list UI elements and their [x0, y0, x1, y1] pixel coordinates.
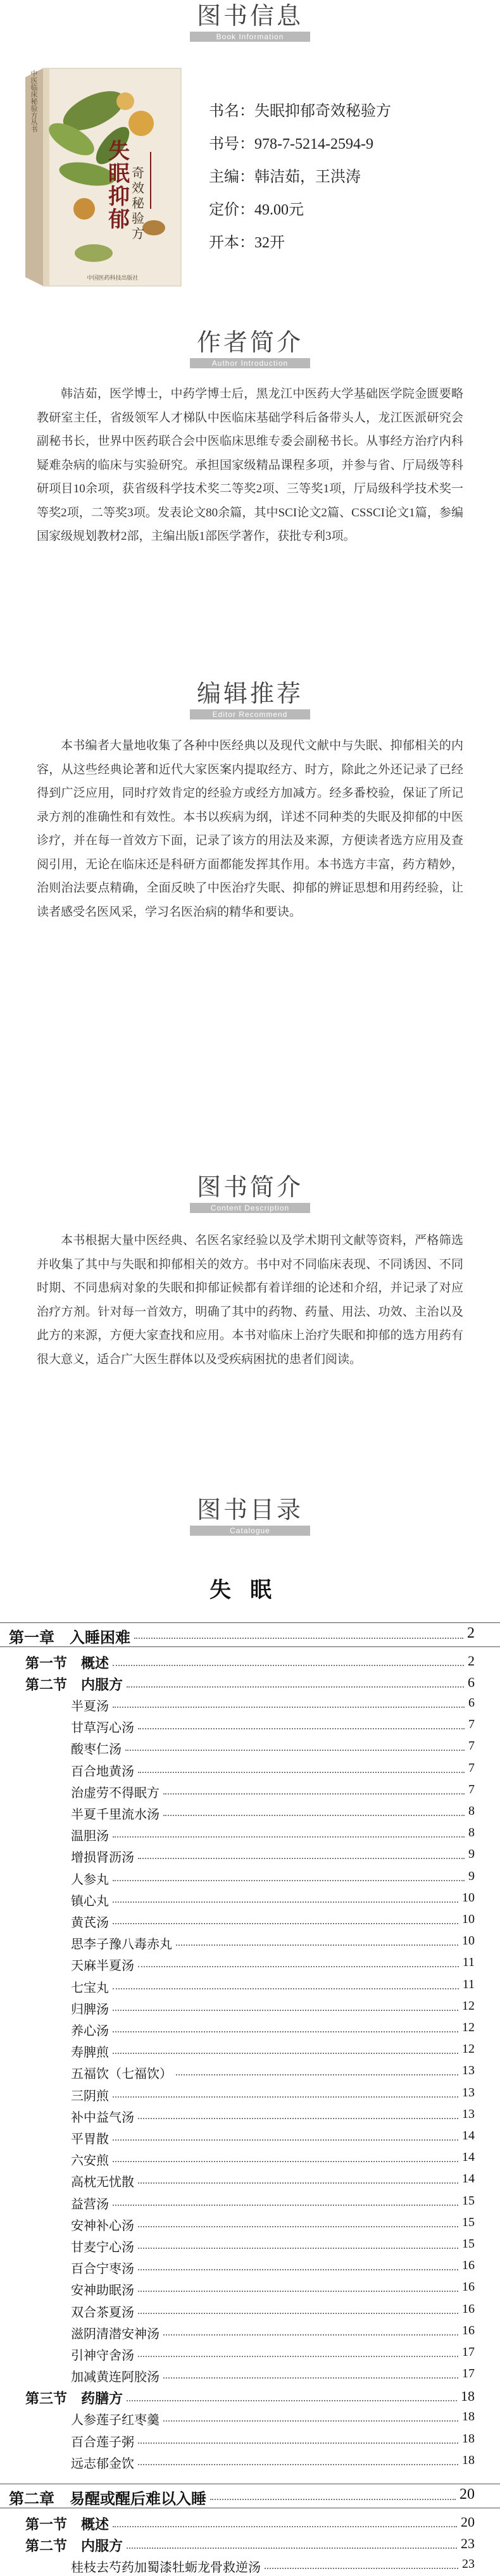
toc-page-number: 12 — [462, 1998, 475, 2013]
toc-label: 高枕无忧散 — [71, 2175, 134, 2190]
toc-label: 七宝丸 — [71, 1981, 109, 1995]
toc-entry — [0, 1761, 500, 1780]
toc-label: 第三节 药膳方 — [25, 2391, 123, 2407]
toc-label: 桂枝去芍药加蜀漆牡蛎龙骨救逆汤 — [71, 2561, 261, 2575]
toc-leader-dots — [134, 1638, 463, 1639]
toc-page-number: 15 — [462, 2237, 475, 2251]
toc-leader-dots — [138, 2269, 458, 2270]
toc-label: 治虚劳不得眠方 — [71, 1786, 159, 1800]
toc-leader-dots — [138, 1728, 465, 1729]
section-subtitle-bar: Editor Recommend — [190, 709, 310, 719]
section-subtitle-bar: Catalogue — [190, 1526, 310, 1536]
catalogue-heading — [0, 1496, 500, 1536]
toc-page-number: 7 — [468, 1739, 475, 1753]
toc-page-number: 13 — [462, 2106, 475, 2121]
book-info-list — [209, 95, 391, 259]
editor-value: 韩洁茹，王洪涛 — [254, 169, 361, 185]
toc-entry — [0, 1739, 500, 1758]
toc-page-number: 11 — [462, 1977, 475, 1991]
toc-entry — [0, 2367, 500, 2386]
toc-leader-dots — [113, 1665, 464, 1666]
toc-label: 安神助眠汤 — [71, 2284, 134, 2298]
toc-entry — [0, 1804, 500, 1823]
cover-title-char: 失 — [108, 140, 130, 163]
section-subtitle-bar: Content Description — [190, 1203, 310, 1213]
toc-entry — [0, 2020, 500, 2039]
chapter-rule — [0, 1646, 500, 1647]
toc-leader-dots — [176, 1944, 458, 1946]
toc-page-number: 13 — [462, 2085, 475, 2100]
toc-entry — [0, 2172, 500, 2191]
toc-page-number: 7 — [468, 1760, 475, 1775]
price-row: 定价：49.00元 — [209, 202, 304, 218]
toc-leader-dots — [113, 1707, 465, 1708]
toc-page-number: 20 — [459, 2486, 475, 2503]
toc-entry — [0, 2410, 500, 2429]
toc-label: 思李子豫八毒赤丸 — [71, 1938, 172, 1952]
toc-leader-dots — [127, 2548, 457, 2549]
toc-label: 百合莲子粥 — [71, 2435, 134, 2449]
toc-leader-dots — [138, 1858, 465, 1859]
toc-label: 归脾汤 — [71, 2002, 109, 2017]
toc-section — [0, 2388, 500, 2407]
toc-entry — [0, 2258, 500, 2277]
toc-leader-dots — [113, 2205, 458, 2206]
isbn-row: 书号：978-7-5214-2594-9 — [209, 136, 373, 152]
toc-page-number: 14 — [462, 2129, 475, 2143]
toc-label: 温胆汤 — [71, 1829, 109, 1844]
toc-entry — [0, 2280, 500, 2299]
toc-leader-dots — [138, 1966, 459, 1967]
svg-text:中医临床秘验方丛书: 中医临床秘验方丛书 — [30, 70, 37, 133]
toc-entry — [0, 2237, 500, 2256]
cover-title-char: 抑 — [108, 185, 130, 209]
cover-title-char: 眠 — [108, 163, 130, 186]
toc-entry — [0, 1912, 500, 1931]
format-row: 开本：32开 — [209, 235, 285, 251]
toc-leader-dots — [163, 1793, 465, 1795]
toc-page-number: 18 — [461, 2388, 475, 2405]
toc-page-number: 23 — [461, 2536, 475, 2551]
toc-leader-dots — [127, 1686, 464, 1688]
editor-row: 主编：韩洁茹，王洪涛 — [209, 169, 361, 185]
toc-leader-dots — [113, 2010, 458, 2011]
toc-leader-dots — [138, 2442, 458, 2444]
toc-page-number: 17 — [462, 2345, 475, 2359]
catalogue-part-title: 失眠 — [209, 1579, 291, 1602]
toc-label: 三阴煎 — [71, 2089, 109, 2103]
toc-label: 人参丸 — [71, 1872, 109, 1887]
toc-label: 第一节 概述 — [25, 1655, 109, 1671]
toc-leader-dots — [138, 2182, 458, 2184]
toc-page-number: 16 — [462, 2280, 475, 2294]
toc-page-number: 14 — [462, 2150, 475, 2165]
toc-page-number: 20 — [461, 2514, 475, 2530]
price-value: 49.00元 — [254, 202, 304, 218]
toc-page-number: 7 — [468, 1717, 475, 1732]
section-title: 图书信息 — [196, 3, 303, 30]
toc-leader-dots — [113, 2526, 457, 2527]
toc-page-number: 2 — [467, 1625, 475, 1641]
toc-label: 第二节 内服方 — [25, 2538, 123, 2554]
isbn-value: 978-7-5214-2594-9 — [254, 136, 373, 152]
toc-page-number: 2 — [468, 1653, 475, 1669]
toc-entry — [0, 2042, 500, 2061]
toc-page-number: 18 — [462, 2410, 475, 2424]
toc-page-number: 16 — [462, 2301, 475, 2316]
editor-recommendation — [37, 734, 463, 924]
editor-recommendation-text: 本书编者大量地收集了各种中医经典以及现代文献中与失眠、抑郁相关的内容，从这些经典论著和近代大家医案内提取经方、时方，除此之外还记录了已经得到广泛应用，同时疗效肯定的经验方或经方加减方。经多番校验，保证了所记录方剂的准确性和有效性。本书以疾病为纲，详述不同种类的失眠及抑郁的中医诊疗，并在每一首效方下面，记录了该方的用法及来源，方便读者选方应用及查阅引用，无论在临床还是科研方面都能发挥其作用。本书选方丰富，药方精妙，治则治法要点精确，全面反映了中医治疗失眠、抑郁的辨证思想和用药经验，让读者感受名医风采，学习名医治病的精华和要诀。 — [37, 739, 463, 919]
toc-label: 第二章 易醒或醒后难以入睡 — [9, 2491, 206, 2508]
book-title-row: 书名：失眠抑郁奇效秘验方 — [209, 103, 391, 120]
toc-entry — [0, 1977, 500, 1996]
toc-leader-dots — [113, 1988, 459, 1989]
chapter-rule — [0, 1622, 500, 1623]
toc-leader-dots — [138, 2291, 458, 2292]
toc-label: 人参莲子红枣羹 — [71, 2413, 159, 2428]
toc-entry — [0, 2432, 500, 2451]
toc-page-number: 10 — [462, 1934, 475, 1948]
toc-page-number: 14 — [462, 2172, 475, 2186]
toc-entry — [0, 1696, 500, 1715]
toc-leader-dots — [265, 2568, 458, 2569]
toc-leader-dots — [113, 2161, 458, 2162]
description-heading — [0, 1174, 500, 1213]
toc-page-number: 18 — [462, 2453, 475, 2467]
toc-leader-dots — [138, 2313, 458, 2314]
toc-label: 天麻半夏汤 — [71, 1959, 134, 1974]
toc-entry — [0, 2129, 500, 2148]
toc-entry — [0, 2345, 500, 2364]
toc-leader-dots — [113, 2139, 458, 2141]
toc-entry — [0, 2086, 500, 2105]
toc-page-number: 9 — [468, 1847, 475, 1862]
book-cover-image — [24, 63, 182, 291]
author-heading — [0, 329, 500, 368]
toc-leader-dots — [138, 2464, 458, 2465]
toc-leader-dots — [138, 2248, 458, 2249]
toc-label: 半夏汤 — [71, 1700, 109, 1714]
cover-subtitle-char: 秘 — [132, 197, 144, 211]
toc-label: 养心汤 — [71, 2024, 109, 2038]
toc-leader-dots — [163, 2420, 458, 2422]
toc-label: 百合宁枣汤 — [71, 2262, 134, 2277]
toc-page-number: 7 — [468, 1782, 475, 1796]
toc-entry — [0, 1999, 500, 2018]
toc-label: 第一节 概述 — [25, 2517, 109, 2532]
toc-chapter — [0, 1625, 500, 1644]
toc-label: 滋阴清潜安神汤 — [71, 2327, 159, 2341]
toc-entry — [0, 1934, 500, 1953]
toc-page-number: 16 — [462, 2258, 475, 2273]
toc-label: 引神守舍汤 — [71, 2349, 134, 2363]
toc-leader-dots — [125, 1750, 465, 1751]
toc-page-number: 15 — [462, 2193, 475, 2208]
toc-label: 寿脾煎 — [71, 2046, 109, 2060]
toc-leader-dots — [113, 1923, 458, 1924]
toc-leader-dots — [138, 2118, 458, 2119]
toc-page-number: 6 — [468, 1674, 475, 1690]
toc-section — [0, 2536, 500, 2554]
toc-label: 酸枣仁汤 — [71, 1743, 122, 1757]
toc-leader-dots — [113, 2053, 458, 2054]
toc-leader-dots — [113, 1880, 465, 1881]
toc-leader-dots — [113, 2096, 458, 2098]
toc-entry — [0, 2453, 500, 2472]
toc-label: 第二节 内服方 — [25, 1677, 123, 1693]
toc-leader-dots — [113, 1901, 458, 1903]
toc-entry — [0, 1847, 500, 1866]
toc-label: 远志郁金饮 — [71, 2456, 134, 2471]
section-title: 编辑推荐 — [196, 681, 303, 707]
cover-title-char: 郁 — [108, 208, 130, 232]
toc-entry — [0, 2194, 500, 2213]
toc-leader-dots — [163, 1815, 465, 1816]
author-intro-text: 韩洁茹，医学博士，中药学博士后，黑龙江中医药大学基础医学院金匮要略教研室主任，省级领军人才梯队中医临床基础学科后备带头人，龙江医派研究会副秘书长，世界中医药联合会中医临床思维专委会副秘书长。从事经方治疗内科疑难杂病的临床与实验研究。承担国家级精品课程多项，并参与省、厅局级等科研项目10余项，获省级科学技术奖二等奖2项、三等奖1项，厅局级科学技术奖一等奖2项，二等奖3项。发表论文80余篇，其中SCI论文2篇、CSSCI论文1篇，参编国家级规划教材2部，主编出版1部医学著作，获批专利3项。 — [37, 387, 463, 543]
section-subtitle-bar: Author Introduction — [190, 358, 310, 368]
toc-leader-dots — [176, 2074, 458, 2075]
toc-entry — [0, 2324, 500, 2343]
toc-page-number: 23 — [462, 2557, 475, 2571]
toc-page-number: 12 — [462, 2020, 475, 2034]
toc-entry — [0, 2063, 500, 2082]
toc-leader-dots — [113, 2031, 458, 2032]
toc-page-number: 11 — [462, 1955, 475, 1970]
toc-page-number: 8 — [468, 1804, 475, 1818]
toc-label: 百合地黄汤 — [71, 1764, 134, 1779]
toc-leader-dots — [127, 2400, 457, 2401]
toc-label: 半夏千里流水汤 — [71, 1808, 159, 1822]
cover-subtitle-char: 验 — [132, 212, 144, 226]
toc-leader-dots — [210, 2499, 456, 2500]
toc-entry — [0, 2150, 500, 2169]
toc-page-number: 12 — [462, 2042, 475, 2056]
book-info-heading — [0, 3, 500, 42]
toc-leader-dots — [138, 2226, 458, 2227]
toc-label: 五福饮（七福饮） — [71, 2067, 172, 2082]
toc-label: 益营汤 — [71, 2197, 109, 2212]
recommend-heading — [0, 680, 500, 719]
section-subtitle-bar: Book Information — [190, 32, 310, 42]
toc-label: 补中益气汤 — [71, 2110, 134, 2125]
toc-section — [0, 1653, 500, 1672]
toc-label: 双合茶夏汤 — [71, 2305, 134, 2320]
toc-entry — [0, 2107, 500, 2126]
toc-page-number: 15 — [462, 2215, 475, 2229]
toc-leader-dots — [163, 2377, 458, 2379]
toc-entry — [0, 1955, 500, 1974]
section-title: 图书目录 — [196, 1497, 303, 1524]
toc-label: 六安煎 — [71, 2154, 109, 2168]
format-value: 32开 — [254, 235, 285, 251]
toc-page-number: 16 — [462, 2323, 475, 2337]
toc-label: 增损肾沥汤 — [71, 1851, 134, 1865]
toc-label: 第一章 入睡困难 — [9, 1630, 130, 1646]
cover-subtitle-char: 效 — [132, 182, 144, 196]
toc-label: 黄芪汤 — [71, 1916, 109, 1930]
toc-entry — [0, 1891, 500, 1910]
toc-entry — [0, 2302, 500, 2321]
toc-entry — [0, 1783, 500, 1801]
book-description — [37, 1229, 463, 1371]
toc-page-number: 10 — [462, 1912, 475, 1926]
author-intro — [37, 382, 463, 549]
toc-section — [0, 1674, 500, 1693]
toc-leader-dots — [113, 1836, 465, 1838]
toc-entry — [0, 2215, 500, 2234]
section-title: 作者简介 — [196, 330, 303, 356]
toc-page-number: 9 — [468, 1869, 475, 1883]
toc-page-number: 8 — [468, 1826, 475, 1840]
toc-entry — [0, 1869, 500, 1888]
toc-label: 加减黄连阿胶汤 — [71, 2370, 159, 2385]
toc-leader-dots — [163, 2334, 458, 2336]
toc-label: 安神补心汤 — [71, 2218, 134, 2233]
toc-page-number: 6 — [468, 1696, 475, 1710]
toc-label: 甘麦宁心汤 — [71, 2241, 134, 2255]
toc-leader-dots — [138, 1772, 465, 1773]
section-title: 图书简介 — [196, 1174, 303, 1201]
toc-page-number: 13 — [462, 2063, 475, 2078]
toc-page-number: 17 — [462, 2367, 475, 2381]
toc-label: 镇心丸 — [71, 1894, 109, 1908]
toc-label: 平胃散 — [71, 2132, 109, 2146]
book-title-value: 失眠抑郁奇效秘验方 — [254, 103, 391, 120]
toc-section — [0, 2514, 500, 2533]
toc-entry — [0, 2557, 500, 2576]
toc-leader-dots — [138, 2356, 458, 2357]
toc-chapter — [0, 2486, 500, 2508]
toc-page-number: 18 — [462, 2431, 475, 2446]
toc-entry — [0, 1717, 500, 1736]
toc-entry — [0, 1826, 500, 1845]
svg-text:中国医药科技出版社: 中国医药科技出版社 — [87, 275, 139, 281]
toc-label: 甘草泻心汤 — [71, 1721, 134, 1736]
cover-subtitle-char: 方 — [132, 227, 144, 241]
cover-subtitle-char: 奇 — [132, 166, 144, 180]
book-description-text: 本书根据大量中医经典、名医名家经验以及学术期刊文献等资料，严格筛选并收集了其中与失眠和抑郁相关的效方。书中对不同临床表现、不同诱因、不同时期、不同患病对象的失眠和抑郁证候都有着详细的论述和介绍，并记录了对应治疗方剂。针对每一首效方，明确了其中的药物、药量、用法、功效、主治以及此方的来源，方便大家查找和应用。本书对临床上治疗失眠和抑郁的选方用药有很大意义，适合广大医生群体以及受疾病困扰的患者们阅读。 — [37, 1234, 463, 1366]
toc-page-number: 10 — [462, 1890, 475, 1905]
